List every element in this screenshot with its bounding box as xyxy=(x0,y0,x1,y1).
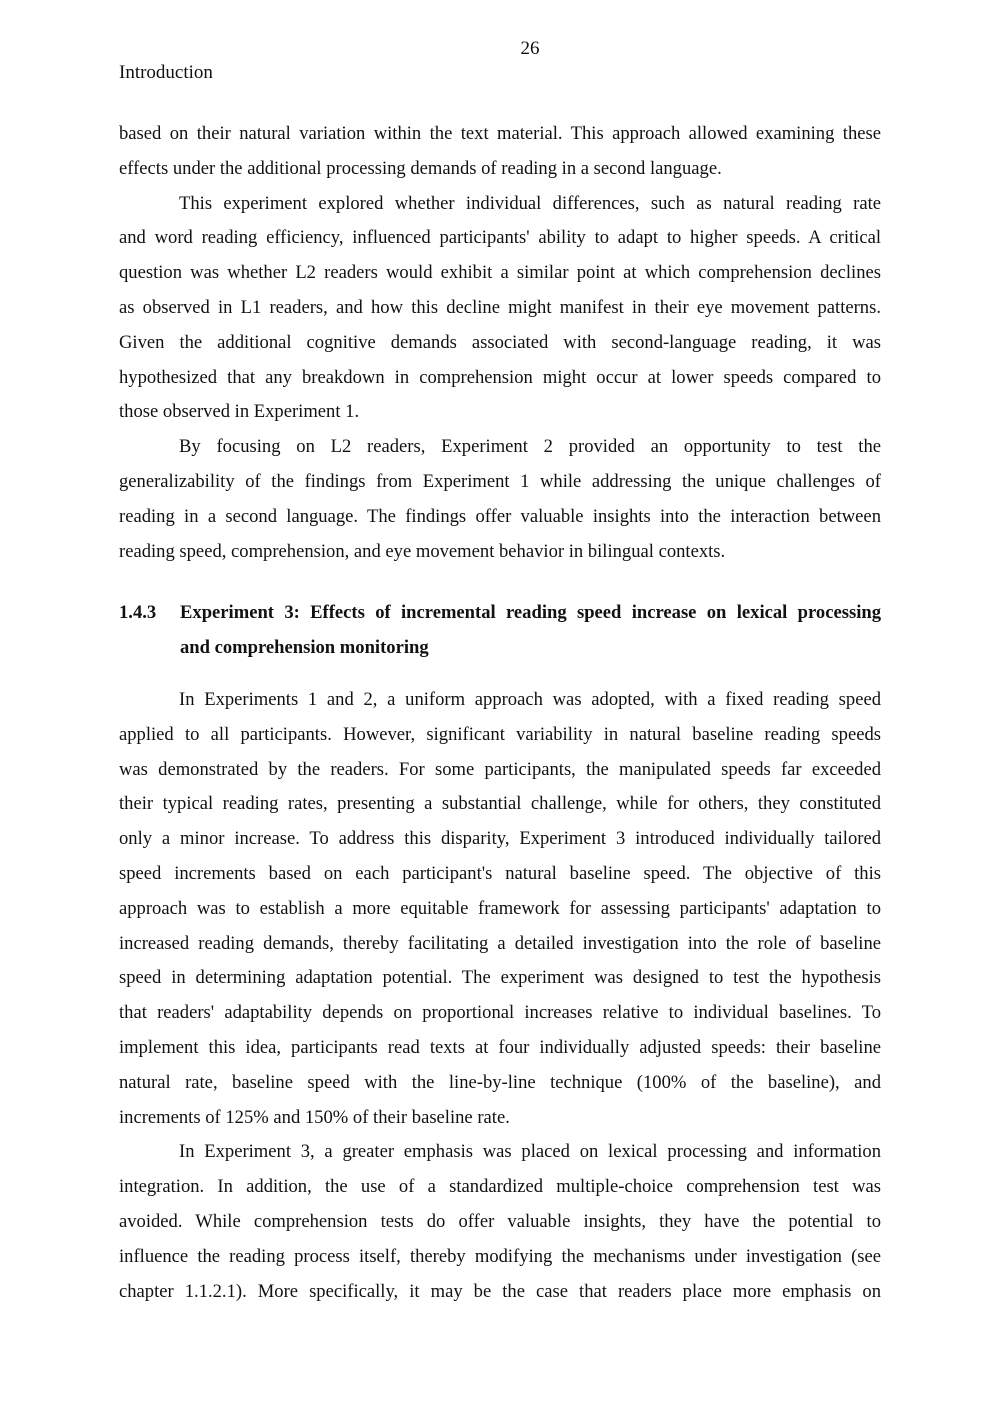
paragraph-line: was demonstrated by the readers. For some participants, the manipulated speeds far exceeded xyxy=(119,758,881,780)
paragraph-line: By focusing on L2 readers, Experiment 2 provided an opportunity to test the xyxy=(179,436,881,458)
paragraph-line: implement this idea, participants read texts at four individually adjusted speeds: their baseline xyxy=(119,1036,881,1058)
paragraph-line: hypothesized that any breakdown in comprehension might occur at lower speeds compared to xyxy=(119,366,881,388)
page-number: 26 xyxy=(520,38,540,59)
section-title-line: and comprehension monitoring xyxy=(180,637,429,659)
section-number: 1.4.3 xyxy=(119,602,157,624)
paragraph-line: question was whether L2 readers would exhibit a similar point at which comprehension declines xyxy=(119,262,881,284)
paragraph-line: chapter 1.1.2.1). More specifically, it may be the case that readers place more emphasis on xyxy=(119,1280,881,1302)
paragraph-line: applied to all participants. However, significant variability in natural baseline reading speeds xyxy=(119,723,881,745)
paragraph-line: speed increments based on each participant's natural baseline speed. The objective of this xyxy=(119,862,881,884)
section-title-line: Experiment 3: Effects of incremental reading speed increase on lexical processing xyxy=(180,602,881,624)
paragraph-line: and word reading efficiency, influenced participants' ability to adapt to higher speeds. A critical xyxy=(119,227,881,249)
paragraph-line: integration. In addition, the use of a standardized multiple-choice comprehension test was xyxy=(119,1176,881,1198)
paragraph-line: increased reading demands, thereby facilitating a detailed investigation into the role of baseline xyxy=(119,932,881,954)
running-header: Introduction xyxy=(119,62,213,83)
paragraph-line: avoided. While comprehension tests do offer valuable insights, they have the potential to xyxy=(119,1210,881,1232)
paragraph-line: generalizability of the findings from Experiment 1 while addressing the unique challenges of xyxy=(119,470,881,492)
page-body xyxy=(119,117,881,1309)
paragraph-line: reading speed, comprehension, and eye movement behavior in bilingual contexts. xyxy=(119,540,726,562)
paragraph-line: speed in determining adaptation potential. The experiment was designed to test the hypothesis xyxy=(119,967,881,989)
paragraph-line: their typical reading rates, presenting a substantial challenge, while for others, they constituted xyxy=(119,793,881,815)
paragraphs-before xyxy=(119,117,881,569)
paragraph-line: effects under the additional processing demands of reading in a second language. xyxy=(119,157,722,179)
paragraph-line: reading in a second language. The findings offer valuable insights into the interaction between xyxy=(119,505,881,527)
paragraph-line: approach was to establish a more equitable framework for assessing participants' adaptation to xyxy=(119,897,881,919)
paragraph xyxy=(119,117,881,187)
paragraph xyxy=(119,430,881,569)
paragraph xyxy=(119,1135,881,1309)
paragraph xyxy=(119,683,881,1135)
paragraph-line: In Experiments 1 and 2, a uniform approach was adopted, with a fixed reading speed xyxy=(179,688,881,710)
paragraph-line: Given the additional cognitive demands associated with second-language reading, it was xyxy=(119,331,881,353)
section-heading xyxy=(119,596,881,666)
paragraph-line: influence the reading process itself, thereby modifying the mechanisms under investigation (see xyxy=(119,1245,881,1267)
paragraph xyxy=(119,187,881,431)
paragraph-line: increments of 125% and 150% of their baseline rate. xyxy=(119,1106,510,1128)
section-title xyxy=(180,596,881,666)
paragraphs-after xyxy=(119,683,881,1309)
paragraph-line: This experiment explored whether individual differences, such as natural reading rate xyxy=(179,192,881,214)
paragraph-line: based on their natural variation within the text material. This approach allowed examining these xyxy=(119,123,881,144)
paragraph-line: In Experiment 3, a greater emphasis was placed on lexical processing and information xyxy=(179,1141,881,1163)
paragraph-line: as observed in L1 readers, and how this decline might manifest in their eye movement patterns. xyxy=(119,296,881,318)
paragraph-line: only a minor increase. To address this disparity, Experiment 3 introduced individually tailored xyxy=(119,828,881,850)
paragraph-line: that readers' adaptability depends on proportional increases relative to individual baselines. To xyxy=(119,1002,881,1024)
paragraph-line: natural rate, baseline speed with the line-by-line technique (100% of the baseline), and xyxy=(119,1071,881,1093)
paragraph-line: those observed in Experiment 1. xyxy=(119,401,360,423)
